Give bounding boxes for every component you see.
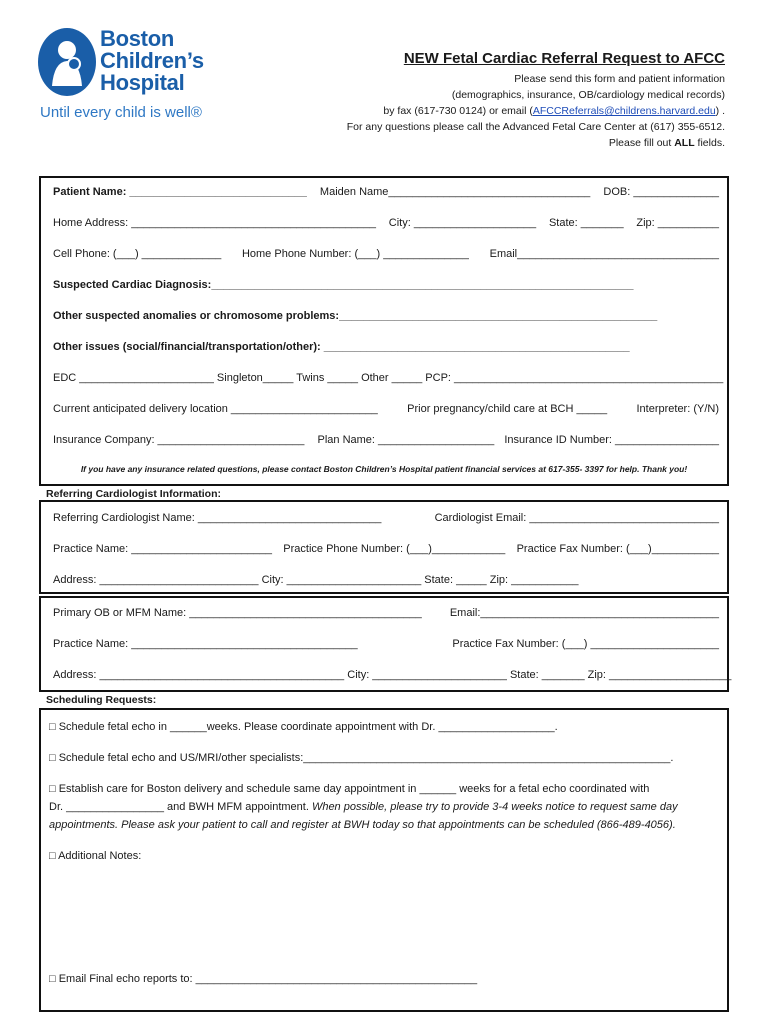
header-line-4: For any questions please call the Advanced Fetal Care Center at (617) 355-6512.: [346, 121, 725, 133]
hospital-logo: [38, 26, 258, 126]
insurance-note: If you have any insurance related questions, please contact Boston Children’s Hospital patient financial services at 617-355- 3397 for help. Thank you!: [80, 464, 688, 474]
ob-name-row[interactable]: Primary OB or MFM Name: ______________________________________ Email:_______________________________________: [53, 607, 719, 619]
other-issues-row[interactable]: Other issues (social/financial/transportation/other): __________________________________________________: [53, 341, 630, 353]
cardiologist-practice-row[interactable]: Practice Name: _______________________ Practice Phone Number: (___)____________ Practice Fax Number: (___)___________: [53, 543, 719, 555]
logo-emblem-icon: [38, 28, 96, 96]
header-line-3: by fax (617-730 0124) or email (AFCCReferrals@childrens.harvard.edu) .: [383, 105, 725, 117]
patient-name-row[interactable]: Patient Name: _____________________________ Maiden Name_________________________________ DOB: ______________: [53, 186, 719, 198]
form-header: [245, 50, 725, 151]
ob-mfm-box: [39, 596, 732, 692]
cardiologist-address-row[interactable]: Address: __________________________ City: ______________________ State: _____ Zip: ___________: [53, 574, 579, 586]
referral-email-link[interactable]: AFCCReferrals@childrens.harvard.edu: [532, 105, 716, 117]
header-line-5: Please fill out ALL fields.: [608, 137, 725, 149]
additional-notes-option[interactable]: □ Additional Notes:: [49, 850, 142, 862]
header-line-2: (demographics, insurance, OB/cardiology medical records): [451, 89, 725, 101]
logo-name: Boston Children’s Hospital: [100, 26, 204, 95]
ob-address-row[interactable]: Address: ________________________________________ City: ______________________ State: _______ Zip: ____________________: [53, 669, 732, 681]
schedule-echo-us-option[interactable]: □ Schedule fetal echo and US/MRI/other specialists:____________________________________________________________.: [49, 752, 674, 764]
scheduling-box: [39, 708, 729, 1012]
delivery-location-row[interactable]: Current anticipated delivery location ________________________ Prior pregnancy/child care at BCH _____ Interpreter: (Y/N): [53, 403, 719, 415]
email-reports-option[interactable]: □ Email Final echo reports to: ______________________________________________: [49, 973, 478, 985]
edc-row[interactable]: EDC ______________________ Singleton_____ Twins _____ Other _____ PCP: ____________________________________________: [53, 372, 724, 384]
header-line-1: Please send this form and patient information: [514, 73, 725, 85]
cardiologist-name-row[interactable]: Referring Cardiologist Name: ______________________________ Cardiologist Email: _______________________________: [53, 512, 719, 524]
patient-info-box: [39, 176, 729, 486]
schedule-echo-option[interactable]: □ Schedule fetal echo in ______weeks. Please coordinate appointment with Dr. ___________________.: [49, 721, 558, 733]
phone-row[interactable]: Cell Phone: (___) _____________ Home Phone Number: (___) ______________ Email_________________________________: [53, 248, 719, 260]
form-title: NEW Fetal Cardiac Referral Request to AFCC: [403, 50, 725, 67]
ob-practice-row[interactable]: Practice Name: _____________________________________ Practice Fax Number: (___) _____________________: [53, 638, 719, 650]
logo-tagline: Until every child is well®: [40, 104, 202, 121]
cardiac-diagnosis-row[interactable]: Suspected Cardiac Diagnosis:_____________________________________________________________________: [53, 279, 634, 291]
insurance-row[interactable]: Insurance Company: ________________________ Plan Name: ___________________ Insurance ID Number: _________________: [53, 434, 719, 446]
cardiologist-section-label: Referring Cardiologist Information:: [46, 488, 222, 500]
cardiologist-box: [39, 500, 729, 594]
establish-care-option[interactable]: □ Establish care for Boston delivery and schedule same day appointment in ______ weeks for a fetal echo coordinated with Dr. ________________ and BWH MFM appointment. When possible, please try to provide 3-4 weeks notice to request same day appointments. Please ask your patient to call and register at BWH today so that appointments can be scheduled (866-489-4056).: [49, 783, 678, 831]
scheduling-section-label: Scheduling Requests:: [46, 694, 157, 706]
anomalies-row[interactable]: Other suspected anomalies or chromosome problems:____________________________________________________: [53, 310, 658, 322]
home-address-row[interactable]: Home Address: ________________________________________ City: ____________________ State: _______ Zip: __________: [53, 217, 719, 229]
